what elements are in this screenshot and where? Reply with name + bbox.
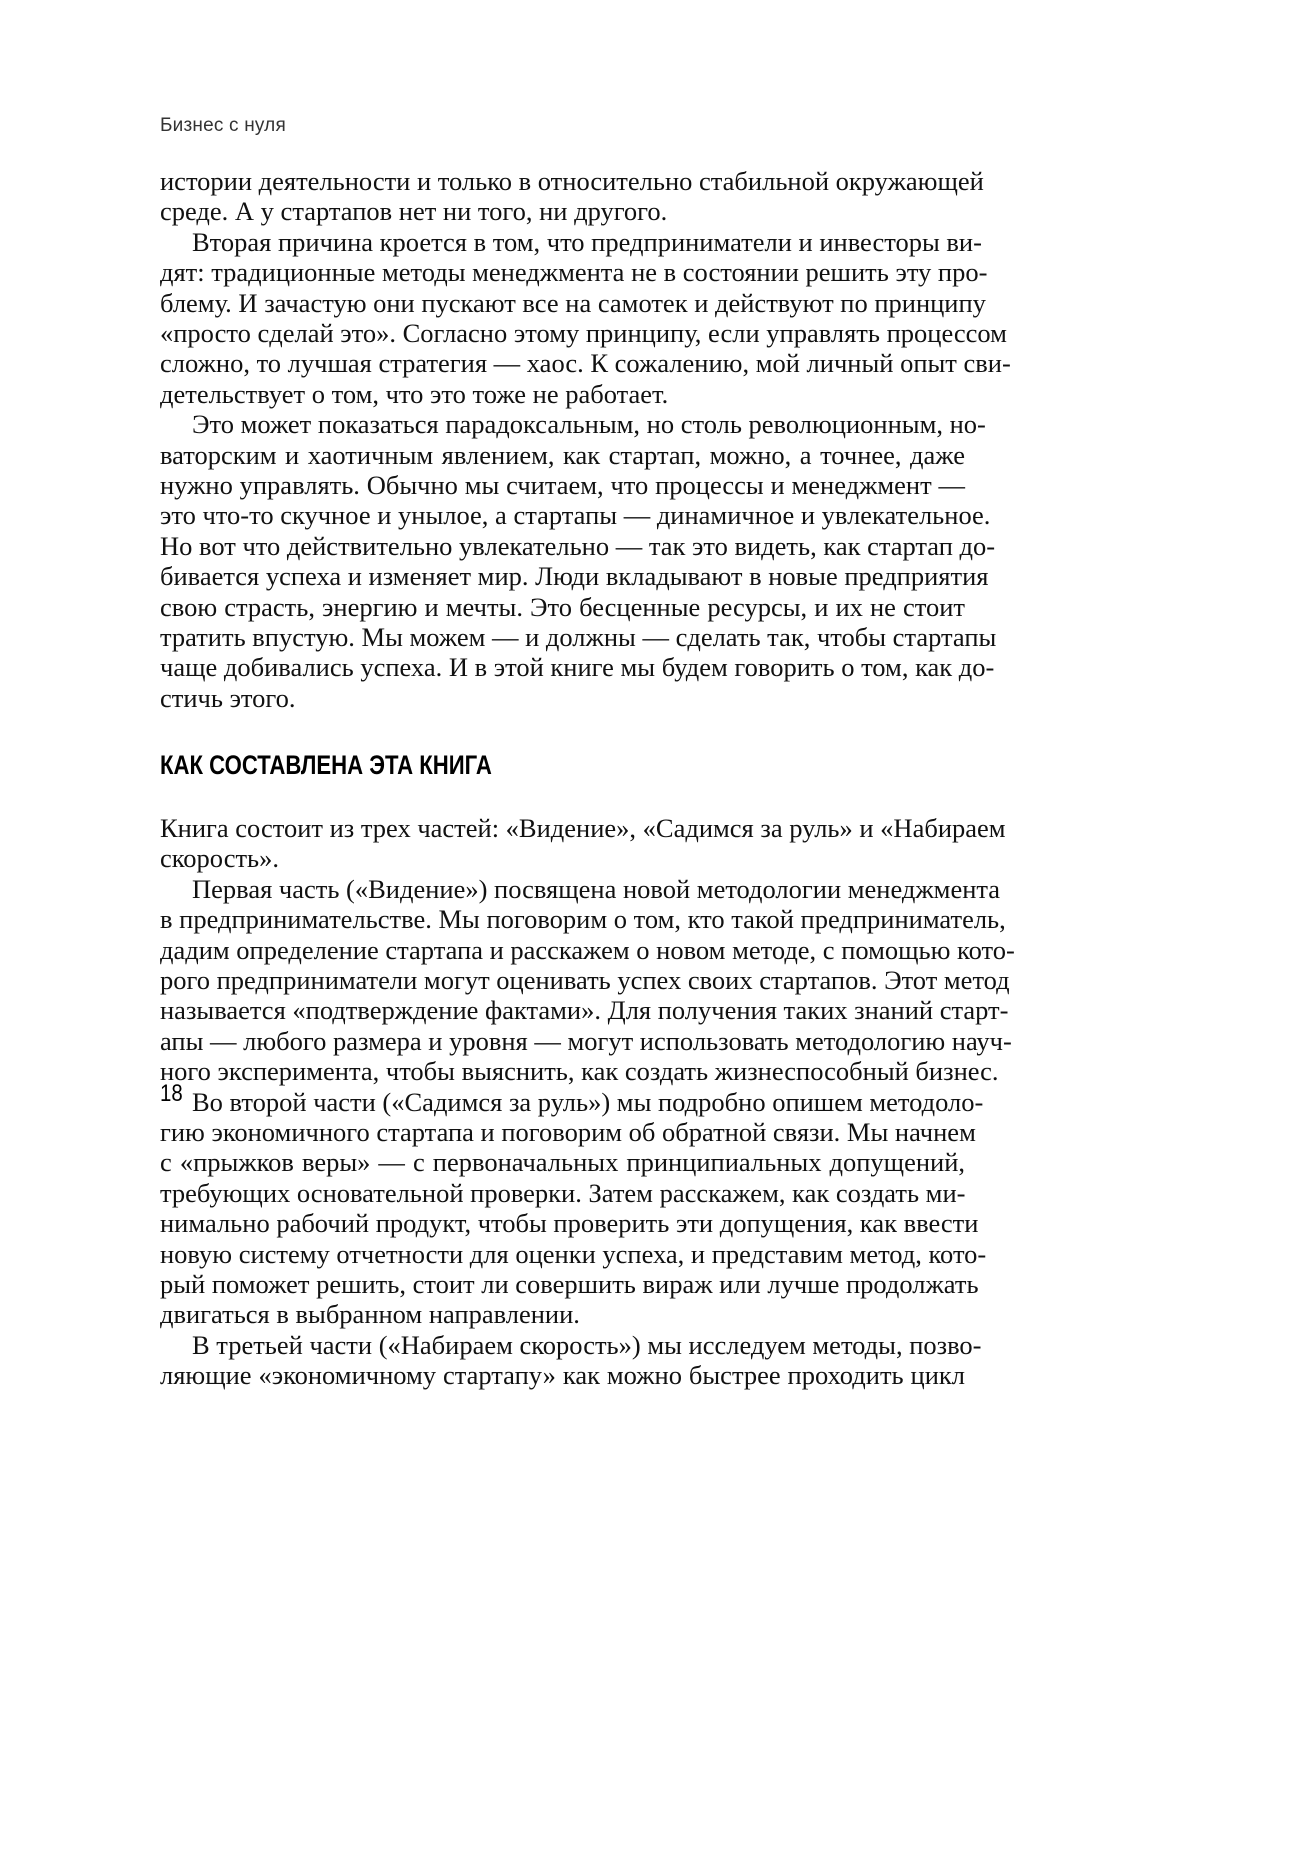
running-head: Бизнес с нуля xyxy=(160,115,286,136)
text-line: свою страсть, энергию и мечты. Это бесценные ресурсы, и их не стоит xyxy=(160,591,965,622)
text-line: ляющие «экономичному стартапу» как можно быстрее проходить цикл xyxy=(160,1360,965,1391)
text-line: гию экономичного стартапа и поговорим об обратной связи. Мы начнем xyxy=(160,1117,976,1147)
text-line: стичь этого. xyxy=(160,682,296,713)
text-line: детельствует о том, что это тоже не работает. xyxy=(160,378,669,409)
text-line: Первая часть («Видение») посвящена новой методологии менеджмента xyxy=(192,873,1001,904)
text-line: Во второй части («Садимся за руль») мы подробно опишем методоло- xyxy=(192,1086,984,1117)
text-line: дадим определение стартапа и расскажем о новом методе, с помощью кото- xyxy=(160,934,1015,965)
text-line: нужно управлять. Обычно мы считаем, что процессы и менеджмент — xyxy=(160,470,965,500)
text-line: бивается успеха и изменяет мир. Люди вкладывают в новые предприятия xyxy=(160,561,989,592)
text-line: это что-то скучное и унылое, а стартапы — динамичное и увлекательное. xyxy=(160,500,991,531)
text-line: нимально рабочий продукт, чтобы проверить эти допущения, как ввести xyxy=(160,1208,979,1239)
section-heading: КАК СОСТАВЛЕНА ЭТА КНИГА xyxy=(160,750,492,780)
text-line: новую систему отчетности для оценки успеха, и представим метод, кото- xyxy=(160,1238,987,1269)
text-line: чаще добивались успеха. И в этой книге мы будем говорить о том, как до- xyxy=(160,652,995,683)
text-line: в предпринимательстве. Мы поговорим о том, кто такой предприниматель, xyxy=(160,904,1006,935)
text-line: «просто сделай это». Согласно этому принципу, если управлять процессом xyxy=(160,318,1007,348)
text-line: Вторая причина кроется в том, что предприниматели и инвесторы ви- xyxy=(192,226,982,257)
text-line: рого предприниматели могут оценивать успех своих стартапов. Этот метод xyxy=(160,965,1010,995)
text-line: В третьей части («Набираем скорость») мы исследуем методы, позво- xyxy=(192,1329,982,1360)
text-line: сложно, то лучшая стратегия — хаос. К сожалению, мой личный опыт сви- xyxy=(160,348,1011,379)
text-line: Книга состоит из трех частей: «Видение», «Садимся за руль» и «Набираем xyxy=(160,813,1006,843)
text-line: ваторским и хаотичным явлением, как стартап, можно, а точнее, даже xyxy=(160,439,965,470)
text-line: тратить впустую. Мы можем — и должны — сделать так, чтобы стартапы xyxy=(160,622,997,652)
text-line: Это может показаться парадоксальным, но столь революционным, но- xyxy=(192,409,986,440)
text-line: среде. А у стартапов нет ни того, ни другого. xyxy=(160,196,668,227)
text-line: Но вот что действительно увлекательно — так это видеть, как стартап до- xyxy=(160,530,996,561)
text-line: рый поможет решить, стоит ли совершить вираж или лучше продолжать xyxy=(160,1269,979,1299)
text-line: истории деятельности и только в относительно стабильной окружающей xyxy=(160,166,984,196)
text-line: требующих основательной проверки. Затем расскажем, как создать ми- xyxy=(160,1177,966,1208)
text-line: с «прыжков веры» — с первоначальных принципиальных допущений, xyxy=(160,1147,965,1178)
text-line: ного эксперимента, чтобы выяснить, как создать жизнеспособный бизнес. xyxy=(160,1056,999,1087)
text-line: дят: традиционные методы менеджмента не в состоянии решить эту про- xyxy=(160,257,988,288)
text-line: скорость». xyxy=(160,843,280,874)
text-line: называется «подтверждение фактами». Для получения таких знаний старт- xyxy=(160,995,1009,1026)
text-line: блему. И зачастую они пускают все на самотек и действуют по принципу xyxy=(160,287,986,318)
text-line: апы — любого размера и уровня — могут использовать методологию науч- xyxy=(160,1025,1012,1056)
text-line: двигаться в выбранном направлении. xyxy=(160,1299,580,1330)
page-number: 18 xyxy=(160,1080,183,1107)
